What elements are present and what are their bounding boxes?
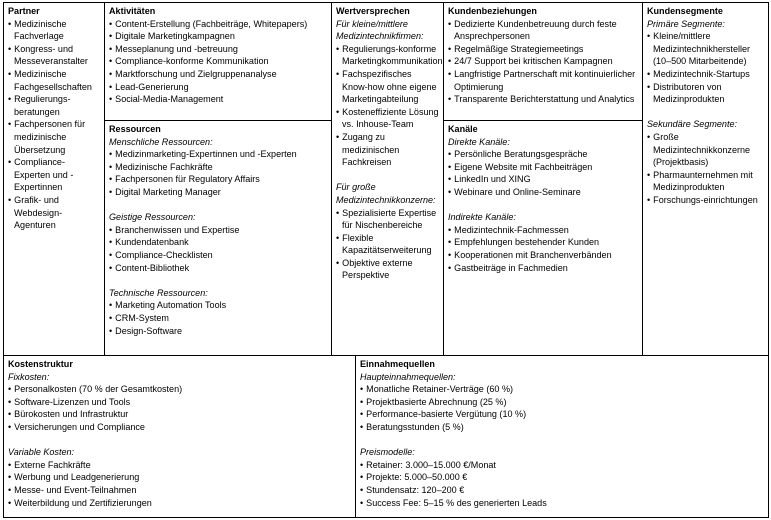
list-item: • Compliance-Checklisten bbox=[109, 249, 327, 262]
list-item: • Personalkosten (70 % der Gesamtkosten) bbox=[8, 383, 351, 396]
list-item: • Spezialisierte Expertise für Nischenbereiche bbox=[336, 207, 439, 232]
group-label: Fixkosten: bbox=[8, 371, 50, 382]
list-item: • Transparente Berichterstattung und Analytics bbox=[448, 93, 638, 106]
section-title: Ressourcen bbox=[109, 124, 161, 134]
section-title: Kostenstruktur bbox=[8, 359, 73, 369]
list-item: • Compliance-Experten und -Expertinnen bbox=[8, 156, 100, 194]
list-item: • Versicherungen und Compliance bbox=[8, 421, 351, 434]
list-item: • Stundensatz: 120–200 € bbox=[360, 484, 764, 497]
group-label: Technische Ressourcen: bbox=[109, 287, 208, 298]
list-item: • Werbung und Leadgenerierung bbox=[8, 471, 351, 484]
einnahmequellen-section bbox=[355, 355, 769, 518]
list-item: • Marketing Automation Tools bbox=[109, 299, 327, 312]
spacer bbox=[360, 434, 764, 447]
list-item: • Kooperationen mit Branchenverbänden bbox=[448, 249, 638, 262]
group-label: Variable Kosten: bbox=[8, 447, 75, 458]
list-item: • Persönliche Beratungsgespräche bbox=[448, 148, 638, 161]
spacer bbox=[336, 169, 439, 182]
list-item: • Pharmaunternehmen mit Medizinprodukten bbox=[647, 169, 764, 194]
list-item: • Empfehlungen bestehender Kunden bbox=[448, 236, 638, 249]
section-title: Einnahmequellen bbox=[360, 359, 435, 369]
kundenbeziehungen-section bbox=[443, 2, 643, 121]
list-item: • Regelmäßige Strategiemeetings bbox=[448, 43, 638, 56]
list-item: • Objektive externe Perspektive bbox=[336, 257, 439, 282]
group-label: Für kleine/mittlere Medizintechnikfirmen: bbox=[336, 18, 424, 42]
list-item: • Fachspezifisches Know-how ohne eigene Marketingabteilung bbox=[336, 68, 439, 106]
list-item: • Regulierungs-beratungen bbox=[8, 93, 100, 118]
group-label: Menschliche Ressourcen: bbox=[109, 136, 213, 147]
list-item: • Content-Bibliothek bbox=[109, 262, 327, 275]
list-item: • Digitale Marketingkampagnen bbox=[109, 30, 327, 43]
group-label: Haupteinnahmequellen: bbox=[360, 371, 456, 382]
kanaele-section bbox=[443, 120, 643, 356]
wertversprechen-section bbox=[331, 2, 444, 356]
spacer bbox=[647, 106, 764, 119]
section-title: Aktivitäten bbox=[109, 6, 156, 16]
spacer bbox=[109, 274, 327, 287]
group-label: Für große Medizintechnikkonzerne: bbox=[336, 182, 436, 205]
list-item: • Retainer: 3.000–15.000 €/Monat bbox=[360, 459, 764, 472]
section-title: Partner bbox=[8, 6, 40, 16]
spacer bbox=[8, 434, 351, 447]
list-item: • Compliance-konforme Kommunikation bbox=[109, 55, 327, 68]
list-item: • Messe- und Event-Teilnahmen bbox=[8, 484, 351, 497]
list-item: • Marktforschung und Zielgruppenanalyse bbox=[109, 68, 327, 81]
list-item: • Design-Software bbox=[109, 325, 327, 338]
list-item: • Medizintechnik-Fachmessen bbox=[448, 224, 638, 237]
list-item: • Forschungs-einrichtungen bbox=[647, 194, 764, 207]
list-item: • Success Fee: 5–15 % des generierten Leads bbox=[360, 497, 764, 510]
list-item: • Lead-Generierung bbox=[109, 81, 327, 94]
kostenstruktur-section bbox=[3, 355, 356, 518]
business-model-canvas bbox=[3, 2, 769, 518]
list-item: • Branchenwissen und Expertise bbox=[109, 224, 327, 237]
group-label: Direkte Kanäle: bbox=[448, 136, 510, 147]
list-item: • Distributoren von Medizinprodukten bbox=[647, 81, 764, 106]
list-item: • Messeplanung und -betreuung bbox=[109, 43, 327, 56]
list-item: • Kleine/mittlere Medizintechnikhersteller (10–500 Mitarbeitende) bbox=[647, 30, 764, 68]
list-item: • Software-Lizenzen und Tools bbox=[8, 396, 351, 409]
list-item: • Zugang zu medizinischen Fachkreisen bbox=[336, 131, 439, 169]
partner-section bbox=[3, 2, 105, 356]
list-item: • Weiterbildung und Zertifizierungen bbox=[8, 497, 351, 510]
list-item: • Digital Marketing Manager bbox=[109, 186, 327, 199]
list-item: • Langfristige Partnerschaft mit kontinuierlicher Optimierung bbox=[448, 68, 638, 93]
list-item: • Medizinische Fachverlage bbox=[8, 18, 100, 43]
list-item: • Medizintechnik-Startups bbox=[647, 68, 764, 81]
ressourcen-section bbox=[104, 120, 332, 356]
list-item: • 24/7 Support bei kritischen Kampagnen bbox=[448, 55, 638, 68]
section-title: Wertversprechen bbox=[336, 6, 410, 16]
list-item: • Eigene Website mit Fachbeiträgen bbox=[448, 161, 638, 174]
list-item: • Performance-basierte Vergütung (10 %) bbox=[360, 408, 764, 421]
list-item: • Gastbeiträge in Fachmedien bbox=[448, 262, 638, 275]
list-item: • Externe Fachkräfte bbox=[8, 459, 351, 472]
list-item: • Grafik- und Webdesign-Agenturen bbox=[8, 194, 100, 232]
group-label: Preismodelle: bbox=[360, 447, 415, 458]
list-item: • LinkedIn und XING bbox=[448, 173, 638, 186]
list-item: • Kosteneffiziente Lösung vs. Inhouse-Team bbox=[336, 106, 439, 131]
list-item: • Content-Erstellung (Fachbeiträge, Whitepapers) bbox=[109, 18, 327, 31]
list-item: • Projektbasierte Abrechnung (25 %) bbox=[360, 396, 764, 409]
list-item: • Medizinische Fachgesellschaften bbox=[8, 68, 100, 93]
list-item: • Social-Media-Management bbox=[109, 93, 327, 106]
list-item: • Große Medizintechnikkonzerne (Projektbasis) bbox=[647, 131, 764, 169]
list-item: • Monatliche Retainer-Verträge (60 %) bbox=[360, 383, 764, 396]
list-item: • Bürokosten und Infrastruktur bbox=[8, 408, 351, 421]
list-item: • Fachpersonen für Regulatory Affairs bbox=[109, 173, 327, 186]
list-item: • Beratungsstunden (5 %) bbox=[360, 421, 764, 434]
aktivitaeten-section bbox=[104, 2, 332, 121]
spacer bbox=[109, 199, 327, 212]
list-item: • Projekte: 5.000–50.000 € bbox=[360, 471, 764, 484]
section-title: Kundensegmente bbox=[647, 6, 723, 16]
list-item: • Kongress- und Messeveranstalter bbox=[8, 43, 100, 68]
spacer bbox=[448, 199, 638, 212]
group-label: Primäre Segmente: bbox=[647, 18, 725, 29]
group-label: Sekundäre Segmente: bbox=[647, 119, 738, 130]
group-label: Geistige Ressourcen: bbox=[109, 212, 196, 223]
list-item: • Flexible Kapazitätserweiterung bbox=[336, 232, 439, 257]
list-item: • CRM-System bbox=[109, 312, 327, 325]
list-item: • Kundendatenbank bbox=[109, 236, 327, 249]
section-title: Kundenbeziehungen bbox=[448, 6, 537, 16]
list-item: • Fachpersonen für medizinische Übersetzung bbox=[8, 118, 100, 156]
section-title: Kanäle bbox=[448, 124, 478, 134]
list-item: • Medizinmarketing-Expertinnen und -Experten bbox=[109, 148, 327, 161]
list-item: • Webinare und Online-Seminare bbox=[448, 186, 638, 199]
group-label: Indirekte Kanäle: bbox=[448, 212, 516, 223]
list-item: • Regulierungs-konforme Marketingkommunikation bbox=[336, 43, 439, 68]
list-item: • Dedizierte Kundenbetreuung durch feste Ansprechpersonen bbox=[448, 18, 638, 43]
kundensegmente-section bbox=[642, 2, 769, 356]
list-item: • Medizinische Fachkräfte bbox=[109, 161, 327, 174]
